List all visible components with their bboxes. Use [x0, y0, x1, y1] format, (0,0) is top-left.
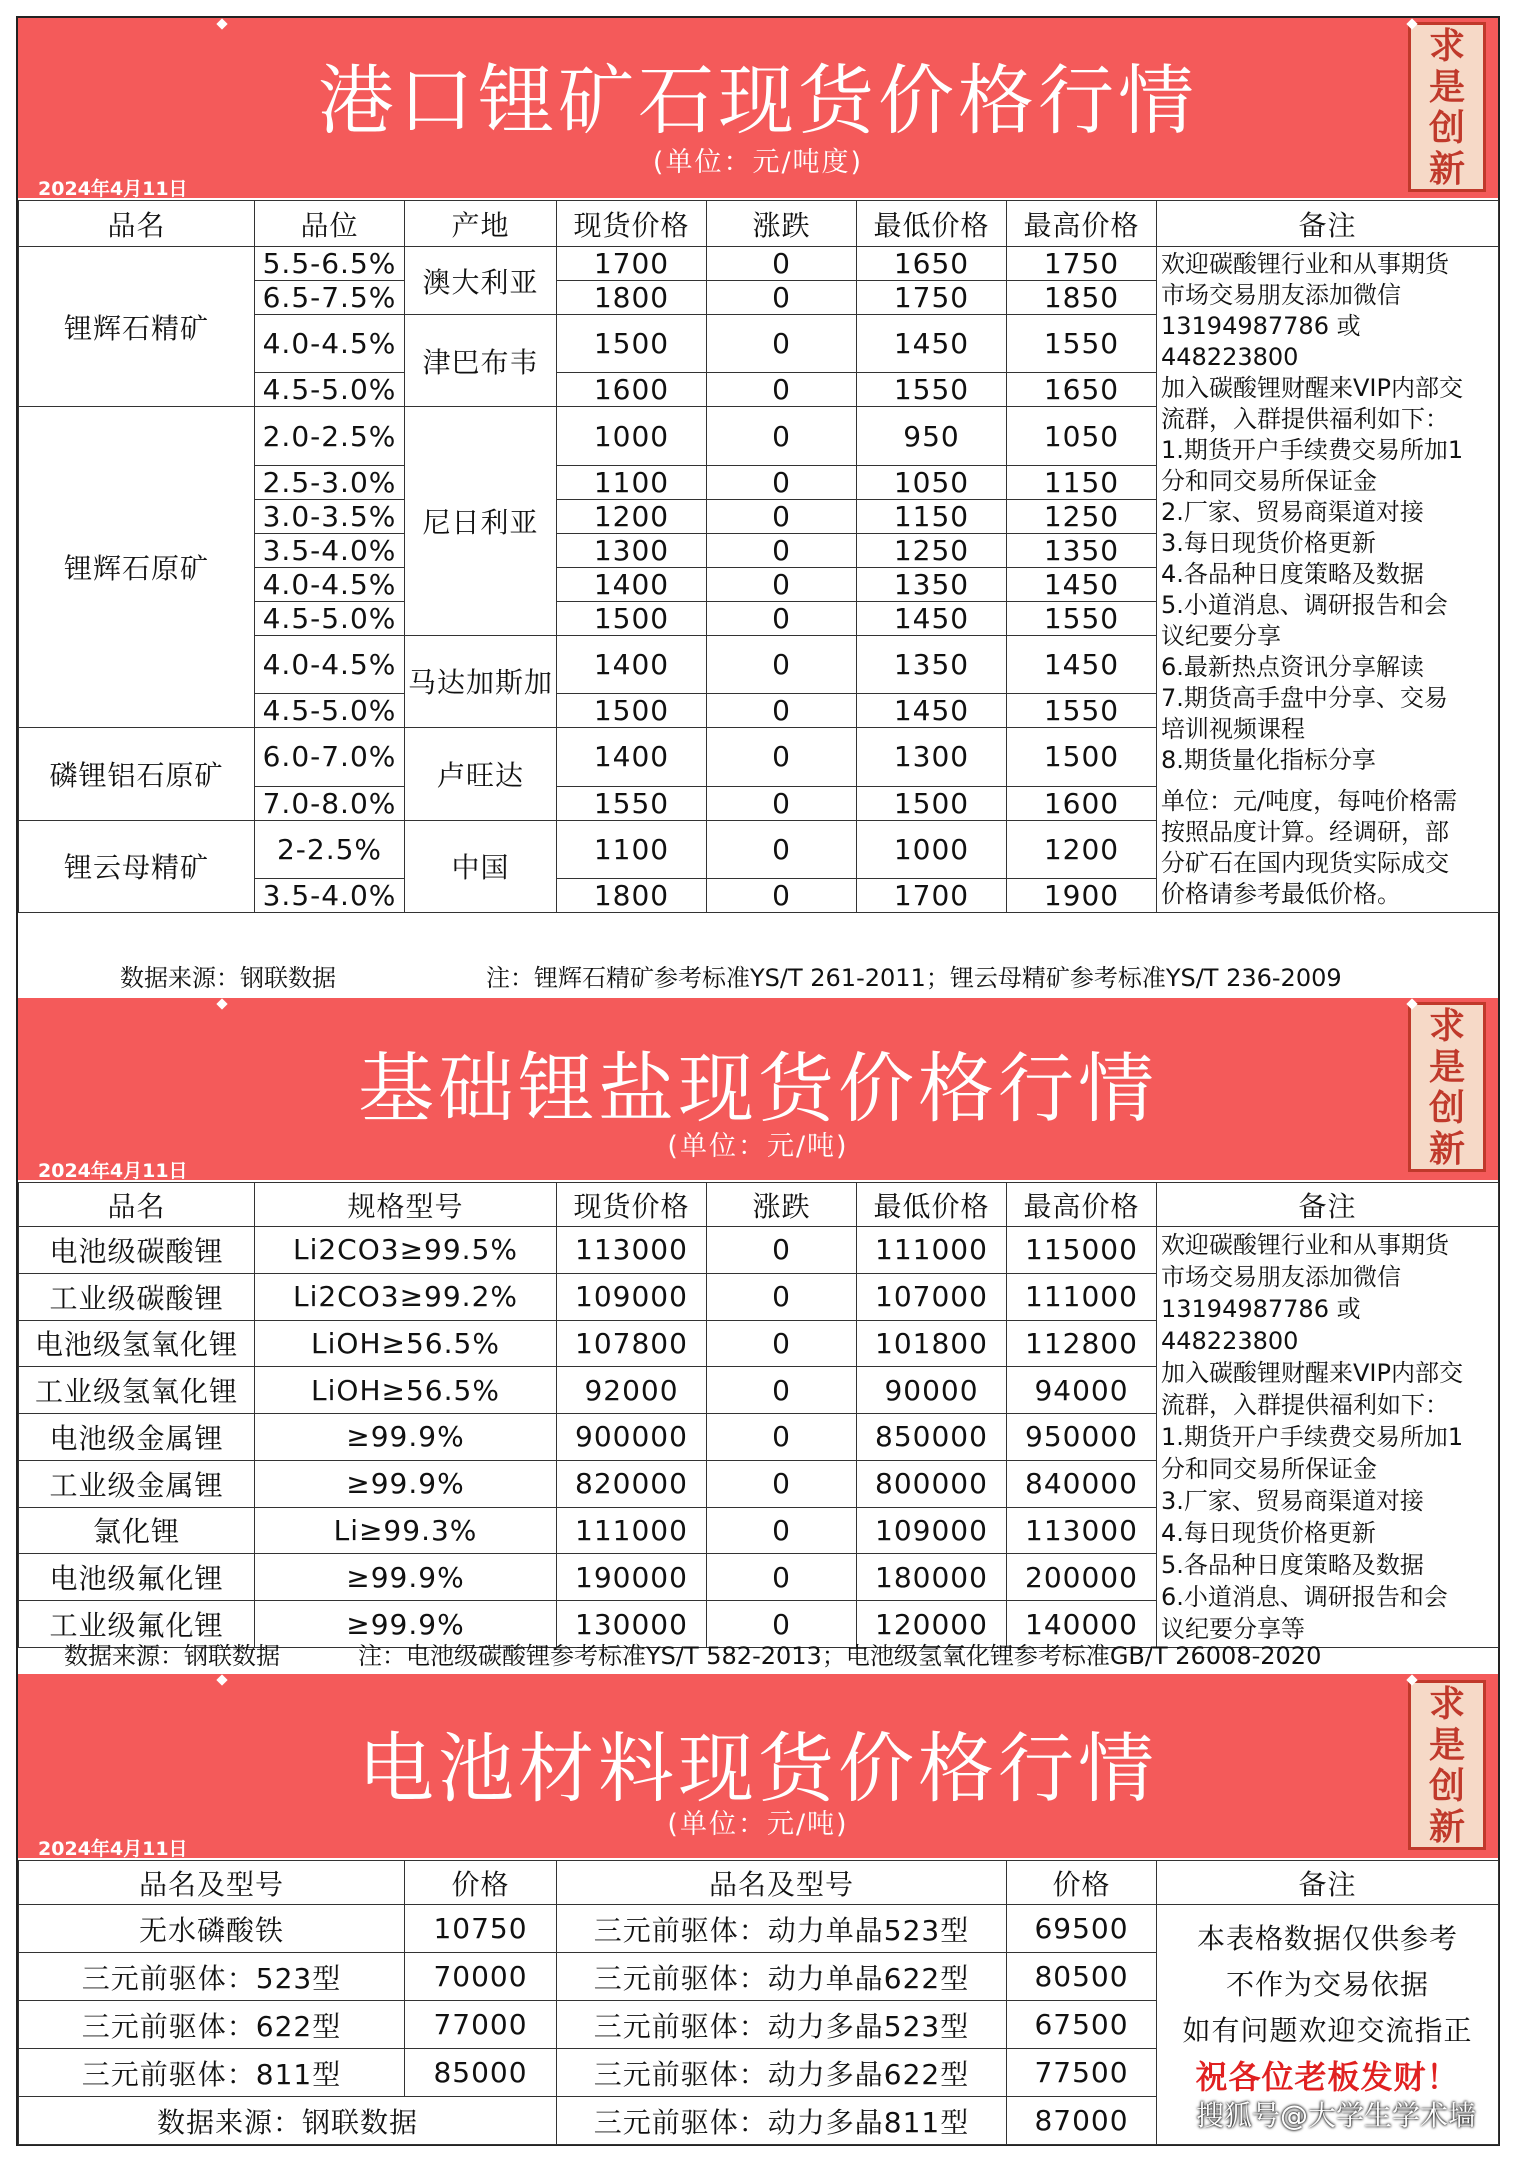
spec-cell: Li2CO3≥99.5%	[255, 1227, 557, 1274]
price-cell: 10750	[405, 1905, 557, 1953]
col-header: 涨跌	[707, 201, 857, 247]
spec-cell: LiOH≥56.5%	[255, 1320, 557, 1367]
change-cell: 0	[707, 1227, 857, 1274]
change-cell: 0	[707, 407, 857, 465]
grade-cell: 3.0-3.5%	[255, 499, 405, 533]
remark-line: 市场交易朋友添加微信	[1161, 1263, 1401, 1291]
product-name-cell: 工业级氢氧化锂	[19, 1367, 255, 1414]
change-cell: 0	[707, 820, 857, 878]
table-row	[19, 1905, 1499, 1953]
high-price-cell: 1500	[1007, 728, 1157, 786]
change-cell: 0	[707, 1320, 857, 1367]
price-cell: 67500	[1007, 2001, 1157, 2049]
seal-char: 是	[1428, 65, 1465, 108]
low-price-cell: 1550	[857, 373, 1007, 407]
remarks-cell	[1157, 1227, 1499, 1648]
product-name-cell: 电池级金属锂	[19, 1414, 255, 1461]
table-row	[19, 1227, 1499, 1274]
section1-banner	[18, 18, 1498, 198]
change-cell: 0	[707, 786, 857, 820]
remark-line: 流群，入群提供福利如下：	[1161, 405, 1449, 433]
origin-cell: 卢旺达	[405, 728, 557, 820]
grade-cell: 3.5-4.0%	[255, 533, 405, 567]
section3-date: 2024年4月11日	[38, 1838, 188, 1860]
table-header-row	[19, 1861, 1499, 1905]
product-name-cell: 磷锂铝石原矿	[19, 728, 255, 820]
col-header: 备注	[1157, 1861, 1499, 1905]
grade-cell: 6.0-7.0%	[255, 728, 405, 786]
product-name-cell: 三元前驱体：动力多晶523型	[557, 2001, 1007, 2049]
low-price-cell: 90000	[857, 1367, 1007, 1414]
price-cell: 87000	[1007, 2097, 1157, 2145]
price-cell: 85000	[405, 2049, 557, 2097]
col-header: 最低价格	[857, 1183, 1007, 1227]
spec-cell: Li≥99.3%	[255, 1507, 557, 1554]
low-price-cell: 850000	[857, 1414, 1007, 1461]
grade-cell: 4.5-5.0%	[255, 601, 405, 635]
high-price-cell: 1150	[1007, 465, 1157, 499]
col-header: 现货价格	[557, 1183, 707, 1227]
seal-char: 创	[1428, 106, 1465, 149]
origin-cell: 澳大利亚	[405, 247, 557, 315]
col-header: 价格	[405, 1861, 557, 1905]
seal-stamp	[1408, 1002, 1486, 1172]
sparkle-icon	[216, 1674, 227, 1685]
remark-line: 加入碳酸锂财醒来VIP内部交	[1161, 1359, 1463, 1387]
remark-line: 欢迎碳酸锂行业和从事期货	[1161, 250, 1449, 278]
product-name-cell: 电池级氟化锂	[19, 1554, 255, 1601]
col-header: 最低价格	[857, 201, 1007, 247]
remark-line: 1.期货开户手续费交易所加1	[1161, 436, 1464, 464]
product-name-cell: 三元前驱体：动力单晶622型	[557, 1953, 1007, 2001]
high-price-cell: 1450	[1007, 635, 1157, 693]
remarks-cell	[1157, 247, 1499, 913]
high-price-cell: 1750	[1007, 247, 1157, 281]
grade-cell: 4.0-4.5%	[255, 315, 405, 373]
change-cell: 0	[707, 879, 857, 913]
spec-cell: ≥99.9%	[255, 1601, 557, 1648]
spot-price-cell: 1400	[557, 567, 707, 601]
remark-line: 13194987786 或 448223800	[1161, 1295, 1361, 1355]
seal-char: 求	[1428, 1682, 1465, 1725]
high-price-cell: 112800	[1007, 1320, 1157, 1367]
col-header: 品名	[19, 1183, 255, 1227]
col-header: 涨跌	[707, 1183, 857, 1227]
product-name-cell: 工业级碳酸锂	[19, 1273, 255, 1320]
remark-line: 3.每日现货价格更新	[1161, 529, 1376, 557]
grade-cell: 4.5-5.0%	[255, 694, 405, 728]
spot-price-cell: 820000	[557, 1460, 707, 1507]
spec-cell: LiOH≥56.5%	[255, 1367, 557, 1414]
origin-cell: 尼日利亚	[405, 407, 557, 635]
low-price-cell: 1650	[857, 247, 1007, 281]
remark-line: 按照品度计算。经调研，部	[1161, 818, 1449, 846]
product-name-cell: 工业级氟化锂	[19, 1601, 255, 1648]
remark-line: 1.期货开户手续费交易所加1	[1161, 1423, 1464, 1451]
high-price-cell: 1550	[1007, 601, 1157, 635]
product-name-cell: 工业级金属锂	[19, 1460, 255, 1507]
section3-title: 电池材料现货价格行情	[358, 1724, 1158, 1813]
change-cell: 0	[707, 499, 857, 533]
spot-price-cell: 1700	[557, 247, 707, 281]
high-price-cell: 113000	[1007, 1507, 1157, 1554]
spot-price-cell: 1800	[557, 879, 707, 913]
low-price-cell: 1450	[857, 315, 1007, 373]
standard-note: 注：锂辉石精矿参考标准YS/T 261-2011；锂云母精矿参考标准YS/T 236-2009	[486, 964, 1342, 992]
change-cell: 0	[707, 601, 857, 635]
remark-line: 本表格数据仅供参考	[1196, 1921, 1458, 1955]
col-header: 备注	[1157, 1183, 1499, 1227]
grade-cell: 2-2.5%	[255, 820, 405, 878]
spot-price-cell: 1550	[557, 786, 707, 820]
product-name-cell: 三元前驱体：622型	[19, 2001, 405, 2049]
grade-cell: 6.5-7.5%	[255, 281, 405, 315]
remark-line: 2.厂家、贸易商渠道对接	[1161, 498, 1424, 526]
seal-char: 是	[1428, 1723, 1465, 1766]
grade-cell: 4.0-4.5%	[255, 635, 405, 693]
spot-price-cell: 1000	[557, 407, 707, 465]
remark-line: 13194987786 或 448223800	[1161, 312, 1361, 371]
table-header-row	[19, 201, 1499, 247]
section3-unit: (单位：元/吨)	[667, 1809, 849, 1840]
watermark: 搜狐号@大学生学术墙	[1195, 2099, 1476, 2132]
product-name-cell: 三元前驱体：动力单晶523型	[557, 1905, 1007, 1953]
seal-char: 创	[1428, 1086, 1465, 1129]
high-price-cell: 1550	[1007, 694, 1157, 728]
product-name-cell: 无水磷酸铁	[19, 1905, 405, 1953]
high-price-cell: 1200	[1007, 820, 1157, 878]
col-header: 规格型号	[255, 1183, 557, 1227]
product-name-cell: 三元前驱体：523型	[19, 1953, 405, 2001]
change-cell: 0	[707, 1460, 857, 1507]
change-cell: 0	[707, 373, 857, 407]
remark-line: 流群，入群提供福利如下：	[1161, 1391, 1449, 1419]
spot-price-cell: 1500	[557, 694, 707, 728]
seal-char: 求	[1428, 1004, 1465, 1047]
product-name-cell: 锂辉石原矿	[19, 407, 255, 728]
col-header: 最高价格	[1007, 1183, 1157, 1227]
remark-line: 3.厂家、贸易商渠道对接	[1161, 1487, 1424, 1515]
col-header: 品位	[255, 201, 405, 247]
change-cell: 0	[707, 1273, 857, 1320]
spec-cell: ≥99.9%	[255, 1554, 557, 1601]
product-name-cell: 电池级氢氧化锂	[19, 1320, 255, 1367]
spot-price-cell: 109000	[557, 1273, 707, 1320]
blessing-text: 祝各位老板发财！	[1195, 2057, 1460, 2096]
seal-char: 是	[1428, 1045, 1465, 1088]
change-cell: 0	[707, 247, 857, 281]
price-cell: 69500	[1007, 1905, 1157, 1953]
remark-line: 议纪要分享	[1161, 622, 1281, 650]
spec-cell: ≥99.9%	[255, 1414, 557, 1461]
high-price-cell: 840000	[1007, 1460, 1157, 1507]
spot-price-cell: 900000	[557, 1414, 707, 1461]
section2-banner	[18, 998, 1498, 1180]
remark-line: 培训视频课程	[1161, 715, 1305, 743]
remark-line: 分和同交易所保证金	[1161, 467, 1377, 495]
col-header: 备注	[1157, 201, 1499, 247]
product-name-cell: 电池级碳酸锂	[19, 1227, 255, 1274]
spot-price-cell: 1100	[557, 465, 707, 499]
sparkle-icon	[216, 18, 227, 29]
change-cell: 0	[707, 1554, 857, 1601]
spot-price-cell: 1500	[557, 315, 707, 373]
col-header: 品名及型号	[19, 1861, 405, 1905]
low-price-cell: 1050	[857, 465, 1007, 499]
remark-line: 欢迎碳酸锂行业和从事期货	[1161, 1231, 1449, 1259]
spot-price-cell: 1400	[557, 635, 707, 693]
low-price-cell: 800000	[857, 1460, 1007, 1507]
price-cell: 77500	[1007, 2049, 1157, 2097]
grade-cell: 4.5-5.0%	[255, 373, 405, 407]
product-name-cell: 三元前驱体：动力多晶811型	[557, 2097, 1007, 2145]
seal-stamp	[1408, 1680, 1486, 1850]
col-header: 最高价格	[1007, 201, 1157, 247]
product-name-cell: 三元前驱体：811型	[19, 2049, 405, 2097]
remark-line: 不作为交易依据	[1225, 1967, 1429, 2001]
col-header: 现货价格	[557, 201, 707, 247]
lithium-salt-table	[18, 1182, 1499, 1648]
section1-footer	[18, 958, 1498, 994]
remark-line: 4.每日现货价格更新	[1161, 1519, 1376, 1547]
spot-price-cell: 1300	[557, 533, 707, 567]
remark-line: 价格请参考最低价格。	[1161, 880, 1401, 908]
grade-cell: 2.5-3.0%	[255, 465, 405, 499]
remark-line: 市场交易朋友添加微信	[1161, 281, 1401, 309]
table-row	[19, 247, 1499, 281]
low-price-cell: 1350	[857, 567, 1007, 601]
low-price-cell: 180000	[857, 1554, 1007, 1601]
high-price-cell: 1050	[1007, 407, 1157, 465]
low-price-cell: 1000	[857, 820, 1007, 878]
high-price-cell: 1600	[1007, 786, 1157, 820]
spot-price-cell: 1200	[557, 499, 707, 533]
col-header: 品名	[19, 201, 255, 247]
seal-char: 新	[1428, 1127, 1465, 1170]
col-header: 产地	[405, 201, 557, 247]
grade-cell: 2.0-2.5%	[255, 407, 405, 465]
seal-char: 创	[1428, 1764, 1465, 1807]
col-header: 品名及型号	[557, 1861, 1007, 1905]
seal-char: 新	[1428, 147, 1465, 190]
remark-line: 分和同交易所保证金	[1161, 1455, 1377, 1483]
seal-char: 新	[1428, 1805, 1465, 1848]
low-price-cell: 1250	[857, 533, 1007, 567]
data-source-cell: 数据来源：钢联数据	[19, 2097, 557, 2145]
grade-cell: 4.0-4.5%	[255, 567, 405, 601]
origin-cell: 马达加斯加	[405, 635, 557, 727]
remark-line: 7.期货高手盘中分享、交易	[1161, 684, 1448, 712]
change-cell: 0	[707, 694, 857, 728]
low-price-cell: 109000	[857, 1507, 1007, 1554]
change-cell: 0	[707, 315, 857, 373]
low-price-cell: 1150	[857, 499, 1007, 533]
spot-price-cell: 111000	[557, 1507, 707, 1554]
remark-line: 分矿石在国内现货实际成交	[1161, 849, 1449, 877]
change-cell: 0	[707, 1507, 857, 1554]
spot-price-cell: 92000	[557, 1367, 707, 1414]
low-price-cell: 1450	[857, 601, 1007, 635]
grade-cell: 7.0-8.0%	[255, 786, 405, 820]
high-price-cell: 1900	[1007, 879, 1157, 913]
low-price-cell: 120000	[857, 1601, 1007, 1648]
spot-price-cell: 1400	[557, 728, 707, 786]
grade-cell: 3.5-4.0%	[255, 879, 405, 913]
low-price-cell: 950	[857, 407, 1007, 465]
remark-line: 议纪要分享等	[1161, 1615, 1305, 1643]
remark-line: 6.最新热点资讯分享解读	[1161, 653, 1424, 681]
low-price-cell: 107000	[857, 1273, 1007, 1320]
remark-line: 单位：元/吨度，每吨价格需	[1161, 787, 1458, 815]
high-price-cell: 1350	[1007, 533, 1157, 567]
spot-price-cell: 1600	[557, 373, 707, 407]
spec-cell: Li2CO3≥99.2%	[255, 1273, 557, 1320]
change-cell: 0	[707, 635, 857, 693]
spot-price-cell: 190000	[557, 1554, 707, 1601]
product-name-cell: 氯化锂	[19, 1507, 255, 1554]
price-cell: 80500	[1007, 1953, 1157, 2001]
seal-char: 求	[1428, 24, 1465, 67]
low-price-cell: 1700	[857, 879, 1007, 913]
low-price-cell: 1350	[857, 635, 1007, 693]
col-header: 价格	[1007, 1861, 1157, 1905]
high-price-cell: 1550	[1007, 315, 1157, 373]
high-price-cell: 200000	[1007, 1554, 1157, 1601]
high-price-cell: 1450	[1007, 567, 1157, 601]
remark-line: 4.各品种日度策略及数据	[1161, 560, 1424, 588]
section1-date: 2024年4月11日	[38, 178, 188, 200]
price-cell: 77000	[405, 2001, 557, 2049]
change-cell: 0	[707, 533, 857, 567]
section2-date: 2024年4月11日	[38, 1160, 188, 1182]
seal-stamp	[1408, 22, 1486, 192]
change-cell: 0	[707, 1601, 857, 1648]
sparkle-icon	[216, 998, 227, 1009]
high-price-cell: 94000	[1007, 1367, 1157, 1414]
change-cell: 0	[707, 1367, 857, 1414]
spec-cell: ≥99.9%	[255, 1460, 557, 1507]
change-cell: 0	[707, 465, 857, 499]
price-cell: 70000	[405, 1953, 557, 2001]
remark-line: 加入碳酸锂财醒来VIP内部交	[1161, 374, 1463, 402]
standard-note: 注：电池级碳酸锂参考标准YS/T 582-2013；电池级氢氧化锂参考标准GB/T 26008-2020	[358, 1642, 1322, 1670]
high-price-cell: 1650	[1007, 373, 1157, 407]
spot-price-cell: 1100	[557, 820, 707, 878]
section1-unit: (单位：元/吨度)	[652, 147, 864, 178]
low-price-cell: 1450	[857, 694, 1007, 728]
remark-line: 5.小道消息、调研报告和会	[1161, 591, 1448, 619]
remark-line: 6.小道消息、调研报告和会	[1161, 1583, 1448, 1611]
high-price-cell: 950000	[1007, 1414, 1157, 1461]
spot-price-cell: 113000	[557, 1227, 707, 1274]
section1-title: 港口锂矿石现货价格行情	[318, 56, 1198, 145]
high-price-cell: 111000	[1007, 1273, 1157, 1320]
lithium-ore-table	[18, 200, 1499, 913]
section2-footer	[18, 1636, 1498, 1672]
origin-cell: 中国	[405, 820, 557, 912]
change-cell: 0	[707, 567, 857, 601]
data-source: 数据来源：钢联数据	[64, 1642, 280, 1670]
high-price-cell: 140000	[1007, 1601, 1157, 1648]
product-name-cell: 三元前驱体：动力多晶622型	[557, 2049, 1007, 2097]
spot-price-cell: 130000	[557, 1601, 707, 1648]
product-name-cell: 锂辉石精矿	[19, 247, 255, 407]
low-price-cell: 1500	[857, 786, 1007, 820]
spot-price-cell: 1800	[557, 281, 707, 315]
low-price-cell: 1750	[857, 281, 1007, 315]
origin-cell: 津巴布韦	[405, 315, 557, 407]
change-cell: 0	[707, 281, 857, 315]
grade-cell: 5.5-6.5%	[255, 247, 405, 281]
high-price-cell: 1850	[1007, 281, 1157, 315]
change-cell: 0	[707, 728, 857, 786]
spot-price-cell: 1500	[557, 601, 707, 635]
data-source: 数据来源：钢联数据	[120, 964, 336, 992]
change-cell: 0	[707, 1414, 857, 1461]
low-price-cell: 101800	[857, 1320, 1007, 1367]
remark-line: 5.各品种日度策略及数据	[1161, 1551, 1424, 1579]
section3-banner	[18, 1674, 1498, 1858]
high-price-cell: 1250	[1007, 499, 1157, 533]
remark-line: 8.期货量化指标分享	[1161, 746, 1376, 774]
table-header-row	[19, 1183, 1499, 1227]
low-price-cell: 1300	[857, 728, 1007, 786]
section2-unit: (单位：元/吨)	[667, 1131, 849, 1162]
spot-price-cell: 107800	[557, 1320, 707, 1367]
product-name-cell: 锂云母精矿	[19, 820, 255, 912]
high-price-cell: 115000	[1007, 1227, 1157, 1274]
low-price-cell: 111000	[857, 1227, 1007, 1274]
remark-line: 如有问题欢迎交流指正	[1182, 2013, 1473, 2047]
section2-title: 基础锂盐现货价格行情	[358, 1044, 1158, 1133]
